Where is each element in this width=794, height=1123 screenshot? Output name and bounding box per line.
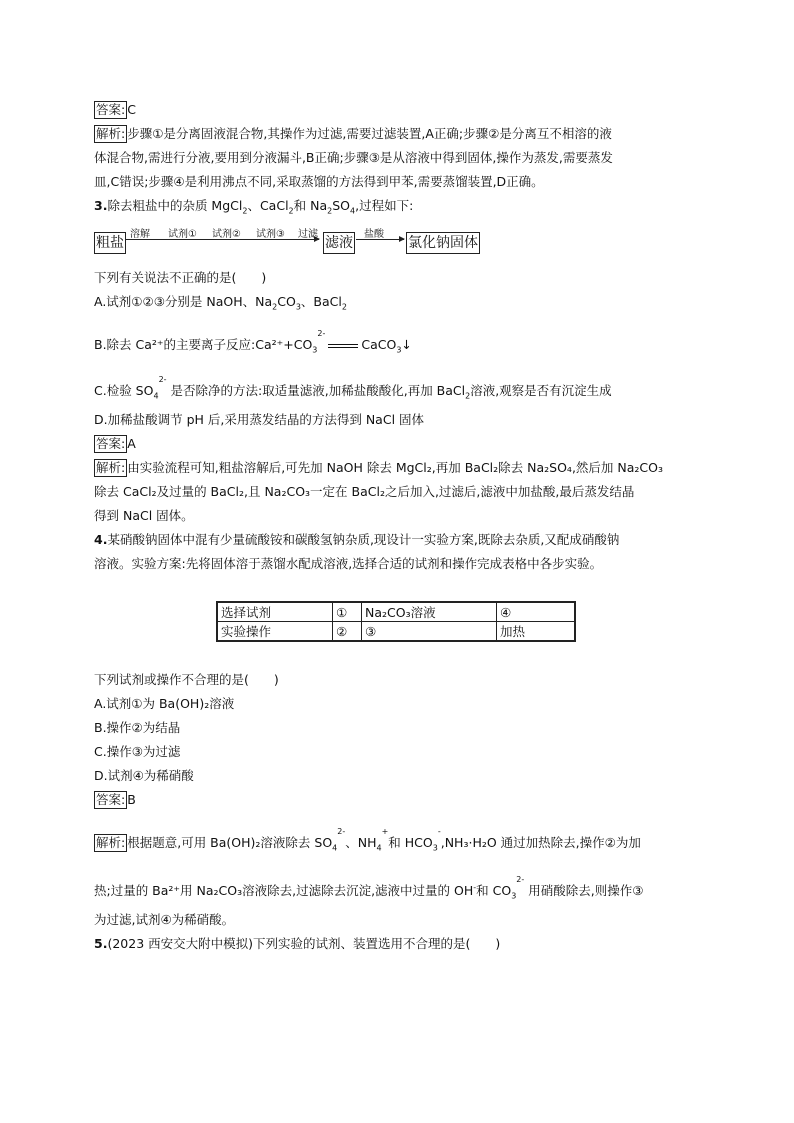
flow-step-4: 试剂③ — [256, 229, 285, 240]
flow-step-2: 试剂① — [168, 229, 197, 240]
q4-analysis-text-2a: 热;过量的 Ba²⁺用 Na₂CO₃溶液除去,过滤除去沉淀,滤液中过量的 OH — [94, 883, 474, 899]
answer-label: 答案: — [96, 102, 126, 117]
q2-answer-line — [94, 100, 136, 120]
flow-box-start: 粗盐 — [94, 232, 126, 254]
q5-stem — [94, 934, 500, 954]
q3-option-c: C.检验 $SO_4^{2-}$ 是否除净的方法:取适量滤液,加稀盐酸酸化,再加 BaCl$_2$溶液,观察是否有沉淀生成 — [94, 375, 612, 401]
q3-flow-diagram — [94, 224, 494, 258]
q3-option-c-text-c: 溶液,观察是否有沉淀生成 — [470, 383, 612, 399]
q3-answer-line — [94, 434, 136, 454]
q2-answer: C — [127, 102, 136, 117]
q3-analysis-text-1: 由实验流程可知,粗盐溶解后,可先加 NaOH 除去 MgCl₂,再加 BaCl₂除去 Na₂SO₄,然后加 Na₂CO₃ — [127, 460, 663, 475]
q3-analysis-line-3: 得到 NaCl 固体。 — [94, 508, 194, 523]
analysis-label: 解析: — [96, 835, 126, 851]
flow-step-3: 试剂② — [212, 229, 241, 240]
q2-analysis-line-3: 皿,C错误;步骤④是利用沸点不同,采取蒸馏的方法得到甲苯,需要蒸馏装置,D正确。 — [94, 174, 544, 189]
sulfate-ion-o: O — [143, 383, 154, 399]
q3-option-b: B.除去 Ca²⁺的主要离子反应$:Ca^{2+}+CO_3^{2-}CaCO_3↓$ — [94, 329, 412, 355]
q3-stem-b: 、CaCl — [247, 198, 289, 213]
q2-analysis-text-1: 步骤①是分离固液混合物,其操作为过滤,需要过滤装置,A正确;步骤②是分离互不相溶的液 — [127, 126, 612, 141]
table-row — [217, 622, 575, 642]
q4-option-d: D.试剂④为稀硝酸 — [94, 768, 194, 783]
q4-stem-2: 溶液。实验方案:先将固体溶于蒸馏水配成溶液,选择合适的试剂和操作完成表格中各步实验。 — [94, 556, 603, 571]
q3-analysis-line-1 — [94, 458, 663, 478]
q3-option-b-product: CaCO — [361, 337, 397, 353]
q2-analysis-line-2: 体混合物,需进行分液,要用到分液漏斗,B正确;步骤③是从溶液中得到固体,操作为蒸发,需要蒸发 — [94, 150, 613, 165]
q3-stem-a: 除去粗盐中的杂质 MgCl — [107, 198, 243, 213]
q3-option-a: A.试剂①②③分别是 NaOH、$Na_2CO_3$、BaCl$_2$ — [94, 294, 347, 312]
table-cell: 实验操作 — [217, 622, 333, 642]
answer-label: 答案: — [96, 436, 126, 451]
q4-analysis-line-3: 为过滤,试剂④为稀硝酸。 — [94, 912, 235, 927]
q3-option-c-text: C.检验 S — [94, 383, 144, 399]
q4-analysis-text-2b: 和 C — [476, 883, 502, 899]
q3-option-a-text: A.试剂①②③分别是 NaOH、Na — [94, 294, 273, 309]
q3-number: 3. — [94, 198, 108, 213]
flow-step-acid: 盐酸 — [364, 229, 384, 240]
q5-stem-text: (2023 西安交大附中模拟)下列实验的试剂、装置选用不合理的是( ) — [107, 936, 501, 951]
carbonate-ion: $O_3^{2-}$ — [302, 329, 326, 355]
flow-box-mid: 滤液 — [323, 232, 355, 254]
q3-analysis-line-2: 除去 CaCl₂及过量的 BaCl₂,且 Na₂CO₃一定在 BaCl₂之后加入,过滤后,滤液中加盐酸,最后蒸发结晶 — [94, 484, 635, 499]
q2-analysis-line-1 — [94, 124, 612, 144]
analysis-label: 解析: — [96, 126, 126, 141]
q4-option-a: A.试剂①为 Ba(OH)₂溶液 — [94, 696, 235, 711]
carbonate-ion-o: O — [302, 337, 313, 353]
flow-box-end: 氯化钠固体 — [406, 232, 480, 254]
q3-stem-d: SO — [332, 198, 350, 213]
table-row — [217, 602, 575, 622]
q4-analysis-text-1c: 和 HC — [388, 835, 423, 851]
q4-option-b: B.操作②为结晶 — [94, 720, 181, 735]
q3-stem-e: ,过程如下: — [355, 198, 414, 213]
q4-stem-1 — [94, 530, 619, 550]
flow-step-5: 过滤 — [298, 229, 318, 240]
q3-option-b-arrow: ↓ — [401, 337, 412, 353]
q4-analysis-line-1: 解析: 根据题意,可用 Ba(OH)₂溶液除去 $SO_4^{2-}$、$NH_4^+$和 $HCO_3^-,NH_3\cdot H_2O$ 通过加热除去,操作②为加 — [96, 827, 641, 853]
answer-label: 答案: — [96, 792, 126, 807]
equals-sign — [328, 344, 358, 348]
q4-answer-line — [94, 790, 136, 810]
analysis-label: 解析: — [96, 460, 126, 475]
q4-analysis-text-1a: 根据题意,可用 Ba(OH)₂溶液除去 S — [127, 835, 323, 851]
table-cell: ④ — [497, 602, 576, 622]
q3-option-c-text-b: 是否除净的方法:取适量滤液,加稀盐酸酸化,再加 BaCl — [170, 383, 466, 399]
q3-option-d: D.加稀盐酸调节 pH 后,采用蒸发结晶的方法得到 NaCl 固体 — [94, 412, 425, 427]
table-cell: 加热 — [497, 622, 576, 642]
q3-answer: A — [127, 436, 136, 451]
table-cell: ③ — [362, 622, 497, 642]
sulfate-ion: $O_4^{2-}$ — [143, 375, 167, 401]
q3-question: 下列有关说法不正确的是( ) — [94, 270, 267, 285]
q4-analysis-text-1b: 、N — [345, 835, 368, 851]
q3-option-a-text-c: 、BaCl — [300, 294, 342, 309]
table-cell: ② — [333, 622, 362, 642]
q3-option-a-text-b: CO — [277, 294, 296, 309]
q4-stem-text-1: 某硝酸钠固体中混有少量硫酸铵和碳酸氢钠杂质,现设计一实验方案,既除去杂质,又配成硝酸钠 — [107, 532, 620, 547]
q4-table — [216, 601, 576, 642]
q4-answer: B — [127, 792, 136, 807]
q4-question: 下列试剂或操作不合理的是( ) — [94, 672, 279, 687]
q4-option-c: C.操作③为过滤 — [94, 744, 181, 759]
table-cell: ① — [333, 602, 362, 622]
q4-number: 4. — [94, 532, 108, 547]
q3-option-b-text: B.除去 Ca²⁺的主要离子反应:Ca²⁺+C — [94, 337, 303, 353]
flow-step-1: 溶解 — [130, 229, 150, 240]
table-cell: 选择试剂 — [217, 602, 333, 622]
q3-stem-c: 和 Na — [293, 198, 328, 213]
q4-analysis-text-2c: 用硝酸除去,则操作③ — [528, 883, 644, 899]
q4-analysis-line-2: 热;过量的 Ba²⁺用 Na₂CO₃溶液除去,过滤除去沉淀,滤液中过量的 OH-和 $CO_3^{2-}$ 用硝酸除去,则操作③ — [94, 875, 644, 901]
table-cell: Na₂CO₃溶液 — [362, 602, 497, 622]
q5-number: 5. — [94, 936, 108, 951]
q3-stem: 3.除去粗盐中的杂质 MgCl$_2$、CaCl$_2$和 $Na_2SO_4$,过程如下: — [94, 198, 414, 216]
q4-analysis-text-1d: ,NH₃·H₂O 通过加热除去,操作②为加 — [440, 835, 641, 851]
